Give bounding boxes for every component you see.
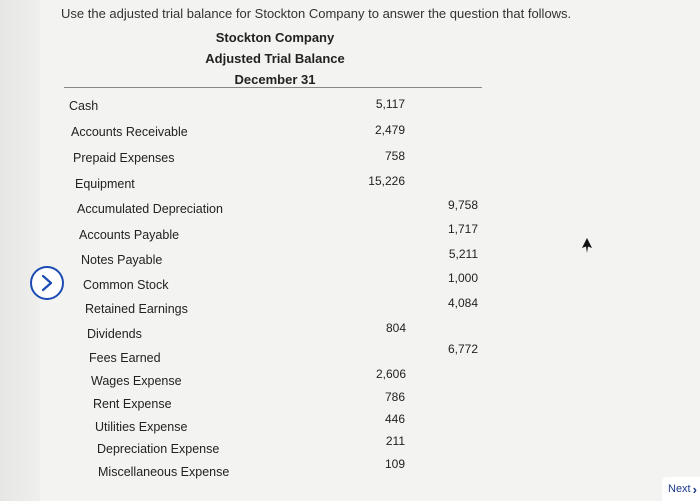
mouse-cursor-icon bbox=[580, 237, 594, 255]
account-name: Retained Earnings bbox=[85, 302, 188, 316]
next-button-label: Next bbox=[668, 483, 691, 495]
account-name: Fees Earned bbox=[89, 351, 161, 365]
debit-cell: 2,606 bbox=[375, 367, 406, 381]
report-title: Adjusted Trial Balance bbox=[205, 51, 345, 66]
account-name: Notes Payable bbox=[81, 253, 163, 267]
debit-cell: 804 bbox=[385, 321, 406, 335]
account-name: Accumulated Depreciation bbox=[77, 202, 223, 216]
debit-cell: 2,479 bbox=[374, 123, 405, 137]
account-name: Cash bbox=[69, 99, 99, 113]
account-name: Common Stock bbox=[83, 278, 169, 292]
debit-cell: 5,117 bbox=[375, 97, 405, 111]
debit-cell: 15,226 bbox=[368, 174, 405, 188]
company-name: Stockton Company bbox=[215, 30, 335, 45]
left-panel-edge bbox=[0, 0, 40, 501]
credit-cell: 9,758 bbox=[447, 198, 478, 212]
credit-cell: 1,717 bbox=[447, 222, 478, 236]
debit-cell: 786 bbox=[384, 390, 405, 404]
credit-cell: 5,211 bbox=[448, 247, 478, 261]
account-name: Wages Expense bbox=[91, 374, 182, 388]
credit-cell: 6,772 bbox=[447, 342, 478, 356]
report-date: December 31 bbox=[234, 72, 316, 87]
credit-cell: 4,084 bbox=[447, 296, 478, 310]
account-name: Miscellaneous Expense bbox=[98, 465, 230, 479]
debit-cell: 211 bbox=[385, 434, 405, 448]
debit-cell: 446 bbox=[384, 412, 405, 426]
chevron-right-icon: › bbox=[692, 481, 697, 497]
question-text: Use the adjusted trial balance for Stockton Company to answer the question that follows. bbox=[61, 6, 572, 21]
account-name: Rent Expense bbox=[93, 397, 172, 411]
account-name: Equipment bbox=[75, 177, 135, 191]
expand-arrow-button[interactable] bbox=[30, 266, 64, 300]
account-name: Prepaid Expenses bbox=[73, 151, 175, 165]
account-name: Accounts Payable bbox=[79, 228, 180, 242]
account-name: Accounts Receivable bbox=[71, 125, 188, 139]
header-divider bbox=[64, 87, 482, 88]
debit-cell: 109 bbox=[384, 457, 405, 471]
credit-cell: 1,000 bbox=[447, 271, 478, 285]
account-name: Utilities Expense bbox=[95, 420, 188, 434]
chevron-right-icon bbox=[39, 274, 55, 292]
next-button[interactable] bbox=[662, 477, 700, 501]
account-name: Dividends bbox=[87, 327, 142, 341]
account-name: Depreciation Expense bbox=[97, 442, 220, 456]
debit-cell: 758 bbox=[384, 149, 405, 163]
